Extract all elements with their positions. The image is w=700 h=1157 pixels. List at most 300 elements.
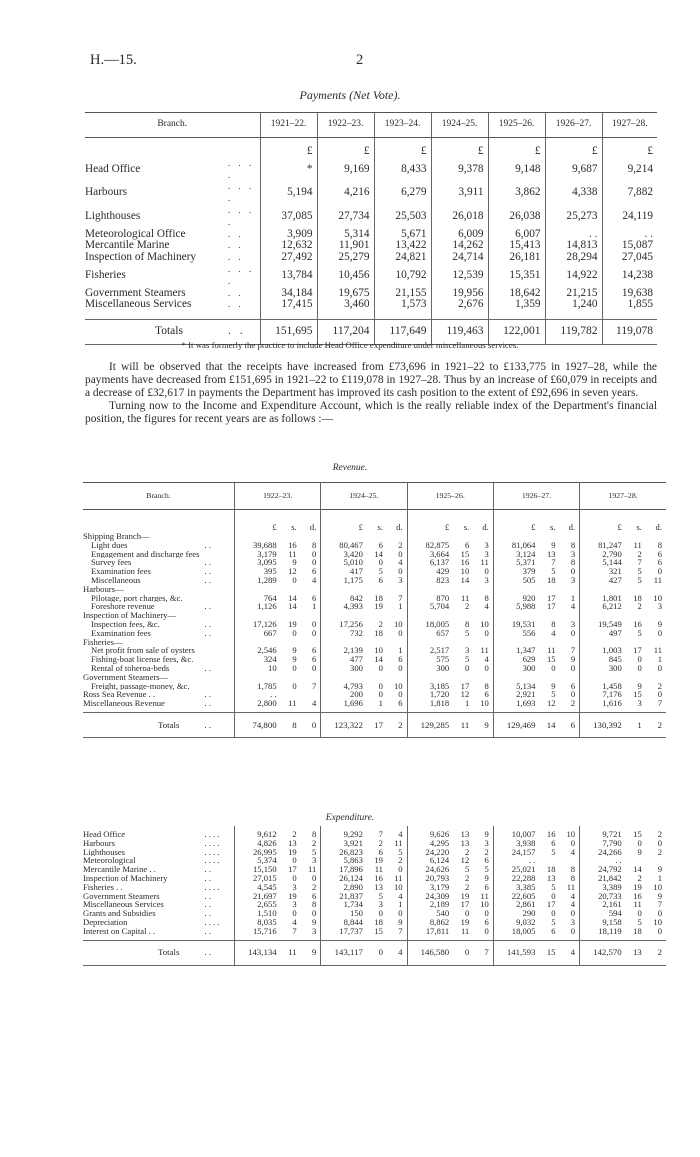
expenditure-label: Interest on Capital . . bbox=[83, 926, 156, 936]
pounds-value: 1,801 bbox=[580, 594, 624, 603]
pounds-value: 2,800 bbox=[234, 699, 278, 708]
shillings-value: 0 bbox=[451, 940, 471, 965]
expenditure-label: Lighthouses bbox=[83, 847, 126, 857]
pounds-value: 1,785 bbox=[234, 682, 278, 691]
empty-cell bbox=[299, 532, 321, 541]
pence-value: 2 bbox=[398, 540, 403, 550]
payment-value: 12,539 bbox=[431, 264, 488, 288]
pence-value: 0 bbox=[570, 628, 576, 638]
pence-value: 6 bbox=[311, 646, 317, 656]
pence-value: 8 bbox=[311, 900, 317, 910]
pounds-value: 142,570 bbox=[580, 940, 624, 965]
totals-label: Totals bbox=[83, 712, 204, 737]
pounds-value: 22,605 bbox=[493, 892, 537, 901]
payment-value: 27,045 bbox=[602, 252, 657, 264]
shillings-value: 3 bbox=[378, 900, 383, 910]
pence-value: 6 bbox=[484, 917, 489, 927]
payment-value: 10,792 bbox=[374, 264, 431, 288]
pence-value: 0 bbox=[311, 558, 317, 568]
pence-value: 10 bbox=[393, 681, 403, 691]
pence-value: 4 bbox=[398, 891, 403, 901]
pounds-value: 290 bbox=[493, 909, 537, 918]
spacer-cell bbox=[488, 311, 545, 320]
expenditure-row bbox=[83, 909, 666, 918]
pence-value: 4 bbox=[570, 900, 576, 910]
empty-cell bbox=[624, 585, 644, 594]
empty-cell bbox=[365, 638, 385, 647]
shillings-value: 5 bbox=[464, 865, 470, 874]
shillings-value: 19 bbox=[374, 856, 383, 866]
shillings-value: 2 bbox=[378, 838, 383, 848]
revenue-item-label: Inspection fees, &c. bbox=[91, 619, 160, 629]
pounds-value: 2,861 bbox=[493, 900, 537, 909]
payment-value: 10,456 bbox=[317, 264, 374, 288]
pence-value: 6 bbox=[484, 690, 489, 700]
total-value: 119,078 bbox=[602, 320, 657, 345]
revenue-totals-row bbox=[83, 712, 666, 737]
pounds-value: 200 bbox=[321, 690, 365, 699]
spacer-cell bbox=[317, 311, 374, 320]
pounds-value: 2,921 bbox=[493, 690, 537, 699]
pence-value: 7 bbox=[311, 681, 317, 691]
shillings-value: 5 bbox=[551, 690, 556, 700]
pounds-value: 80,467 bbox=[321, 541, 365, 550]
revenue-row bbox=[83, 550, 666, 559]
pence-value: 0 bbox=[398, 663, 403, 673]
pounds-value: 20,733 bbox=[580, 892, 624, 901]
payment-value: 25,273 bbox=[545, 205, 602, 229]
pence-value: 2 bbox=[311, 882, 317, 892]
payment-value: 26,018 bbox=[431, 205, 488, 229]
expenditure-label: Harbours bbox=[83, 838, 115, 848]
expenditure-label: Head Office bbox=[83, 830, 126, 839]
revenue-caption: Revenue. bbox=[332, 463, 368, 473]
revenue-item-label: Pilotage, port charges, &c. bbox=[91, 593, 183, 603]
revenue-row bbox=[83, 682, 666, 691]
payment-value: . . bbox=[602, 229, 657, 241]
empty-cell bbox=[279, 585, 299, 594]
pounds-value: 2,890 bbox=[321, 883, 365, 892]
empty-cell bbox=[365, 532, 385, 541]
total-value: 119,782 bbox=[545, 320, 602, 345]
shillings-value: 2 bbox=[464, 882, 470, 892]
shillings-value: 13 bbox=[460, 838, 470, 848]
pounds-value: 5,144 bbox=[580, 558, 624, 567]
payment-value: 24,821 bbox=[374, 252, 431, 264]
pounds-value: 300 bbox=[580, 664, 624, 673]
pounds-value: 19,531 bbox=[493, 620, 537, 629]
pence-value: 11 bbox=[480, 891, 489, 901]
payments-row bbox=[85, 205, 657, 229]
pounds-value: 5,374 bbox=[235, 856, 279, 865]
revenue-group-row bbox=[83, 532, 666, 541]
shillings-value: 16 bbox=[633, 619, 642, 629]
leader-dots: . . bbox=[228, 320, 260, 345]
shillings-value: 15 bbox=[537, 940, 557, 965]
pounds-value: 9,626 bbox=[407, 830, 451, 839]
pounds-value: 3,095 bbox=[234, 558, 278, 567]
pence-value: 11 bbox=[394, 873, 403, 883]
shillings-value: 19 bbox=[633, 882, 642, 892]
pence-value: 6 bbox=[657, 549, 662, 559]
pounds-value: 81,064 bbox=[493, 541, 537, 550]
pounds-value: 15,716 bbox=[235, 927, 279, 936]
empty-cell bbox=[234, 532, 278, 541]
shillings-value: 17 bbox=[546, 593, 556, 603]
empty-cell bbox=[451, 585, 471, 594]
leader-dots: . . bbox=[228, 287, 244, 298]
revenue-item-label: Net profit from sale of oysters bbox=[91, 646, 195, 656]
pence-value: 3 bbox=[570, 917, 576, 927]
pence-value: 4 bbox=[570, 847, 576, 857]
pounds-value: 8,862 bbox=[407, 918, 451, 927]
pence-value: 6 bbox=[311, 567, 317, 576]
pence-value: 1 bbox=[657, 655, 662, 664]
pounds-value: 300 bbox=[493, 664, 537, 673]
shillings-value: 16 bbox=[546, 830, 556, 839]
shillings-value: 0 bbox=[637, 838, 642, 848]
empty-cell bbox=[624, 638, 644, 647]
shillings-value: 5 bbox=[464, 655, 470, 664]
shillings-value: 12 bbox=[546, 699, 556, 708]
shillings-value: 16 bbox=[374, 873, 383, 883]
pence-value: 6 bbox=[657, 558, 662, 568]
shillings-value: 7 bbox=[637, 558, 642, 568]
empty-cell bbox=[385, 638, 407, 647]
pence-value: 3 bbox=[484, 540, 489, 550]
pence-value: 5 bbox=[484, 865, 489, 874]
expenditure-row bbox=[83, 865, 666, 874]
pence-value: 7 bbox=[398, 926, 403, 936]
shillings-value: 0 bbox=[637, 655, 642, 664]
pence-value: 1 bbox=[398, 602, 403, 612]
empty-cell bbox=[580, 611, 624, 620]
pounds-value: 8,035 bbox=[235, 918, 279, 927]
shillings-unit: s. bbox=[291, 521, 297, 532]
shillings-value: 18 bbox=[633, 593, 642, 603]
pounds-value: 24,309 bbox=[407, 892, 451, 901]
payment-value: 1,359 bbox=[488, 299, 545, 311]
revenue-item-label: Ross Sea Revenue . . bbox=[83, 690, 156, 700]
pounds-value: 1,696 bbox=[321, 699, 365, 708]
pence-value: 0 bbox=[398, 690, 403, 700]
pounds-value: 17,737 bbox=[321, 927, 365, 936]
shillings-value: 17 bbox=[460, 681, 470, 691]
shillings-value: 6 bbox=[464, 540, 470, 550]
payment-value: 11,901 bbox=[317, 240, 374, 252]
pounds-value: 395 bbox=[234, 567, 278, 576]
payment-value: 24,714 bbox=[431, 252, 488, 264]
pence-value: 2 bbox=[398, 856, 403, 866]
leader-dots: . . . . bbox=[204, 830, 220, 839]
pence-value: 4 bbox=[398, 558, 403, 568]
shillings-value: 0 bbox=[464, 909, 470, 918]
leader-dots: . . . . bbox=[228, 157, 255, 180]
pence-value: 6 bbox=[398, 655, 403, 664]
empty-cell bbox=[407, 532, 451, 541]
empty-cell bbox=[407, 638, 451, 647]
pounds-value: 4,545 bbox=[235, 883, 279, 892]
payment-value: 19,638 bbox=[602, 288, 657, 300]
shillings-value: 5 bbox=[551, 917, 556, 927]
pence-value: 0 bbox=[299, 712, 321, 737]
empty-cell bbox=[299, 611, 321, 620]
pounds-value: 1,818 bbox=[407, 699, 451, 708]
pence-value: 6 bbox=[311, 655, 317, 664]
spacer-cell bbox=[83, 510, 204, 533]
pence-value: 6 bbox=[558, 712, 580, 737]
empty-cell bbox=[558, 585, 580, 594]
shillings-value: 2 bbox=[464, 602, 470, 612]
pence-value: 8 bbox=[311, 540, 317, 550]
shillings-value: 0 bbox=[378, 663, 383, 673]
pence-value: 4 bbox=[311, 575, 317, 585]
payment-value: 27,492 bbox=[260, 252, 317, 264]
payments-year-header: 1927–28. bbox=[602, 113, 657, 138]
revenue-row bbox=[83, 576, 666, 585]
revenue-header-row bbox=[83, 483, 666, 510]
shillings-value: 16 bbox=[633, 891, 642, 901]
shillings-value: 14 bbox=[288, 593, 297, 603]
pounds-value: 17,256 bbox=[321, 620, 365, 629]
revenue-group-row bbox=[83, 638, 666, 647]
pounds-value: 19,549 bbox=[580, 620, 624, 629]
pence-value: 8 bbox=[657, 540, 662, 550]
payment-value: 12,632 bbox=[260, 240, 317, 252]
pence-value: 0 bbox=[657, 909, 662, 918]
shillings-unit: s. bbox=[550, 521, 556, 532]
empty-cell bbox=[234, 673, 278, 682]
empty-cell bbox=[279, 638, 299, 647]
payment-value: 3,911 bbox=[431, 181, 488, 205]
pence-value: 8 bbox=[570, 873, 576, 883]
pounds-value: 417 bbox=[321, 567, 365, 576]
expenditure-row bbox=[83, 848, 666, 857]
pounds-value: 6,124 bbox=[407, 856, 451, 865]
spacer-cell bbox=[228, 311, 260, 320]
pence-value: 6 bbox=[398, 699, 403, 708]
expenditure-label: Miscellaneous Services bbox=[83, 900, 164, 910]
pence-value: 6 bbox=[311, 891, 317, 901]
pence-value: 8 bbox=[484, 681, 489, 691]
payment-value: 3,909 bbox=[260, 229, 317, 241]
shillings-value: 14 bbox=[374, 655, 383, 664]
empty-cell bbox=[321, 532, 365, 541]
payment-value: 17,415 bbox=[260, 299, 317, 311]
pence-unit: d. bbox=[309, 521, 317, 532]
expenditure-row bbox=[83, 900, 666, 909]
pence-value: 0 bbox=[570, 926, 576, 936]
shillings-value: 19 bbox=[288, 891, 297, 901]
payment-value: 13,422 bbox=[374, 240, 431, 252]
leader-dots: . . bbox=[228, 228, 244, 239]
expenditure-row bbox=[83, 892, 666, 901]
revenue-item-label: Fishing-boat license fees, &c. bbox=[91, 655, 194, 664]
shillings-value: 11 bbox=[460, 926, 470, 936]
pounds-value: 556 bbox=[493, 629, 537, 638]
leader-dots: . . bbox=[204, 712, 234, 737]
shillings-value: 13 bbox=[374, 882, 383, 892]
revenue-units-row bbox=[83, 510, 666, 533]
leader-dots: . . bbox=[204, 575, 211, 585]
leader-dots: . . . . bbox=[228, 204, 255, 227]
pence-value: 2 bbox=[385, 712, 407, 737]
empty-cell bbox=[580, 638, 624, 647]
payment-value: 15,351 bbox=[488, 264, 545, 288]
pence-value: 2 bbox=[484, 847, 489, 857]
pence-value: 3 bbox=[570, 575, 576, 585]
shillings-value: 9 bbox=[292, 646, 297, 656]
shillings-value: 2 bbox=[637, 602, 642, 612]
pounds-value: 1,126 bbox=[234, 602, 278, 611]
revenue-row bbox=[83, 541, 666, 550]
pence-value: 7 bbox=[570, 646, 576, 656]
shillings-value bbox=[624, 856, 644, 865]
shillings-value: 0 bbox=[292, 909, 297, 918]
pence-value: 9 bbox=[311, 917, 317, 927]
shillings-unit: s. bbox=[463, 521, 470, 532]
pence-value: 7 bbox=[398, 593, 403, 603]
shillings-value: 8 bbox=[464, 619, 470, 629]
empty-cell bbox=[537, 532, 557, 541]
pounds-value: 477 bbox=[321, 655, 365, 664]
shillings-value: 1 bbox=[624, 712, 644, 737]
shillings-value: 7 bbox=[292, 926, 297, 936]
pounds-value: 82,875 bbox=[407, 541, 451, 550]
shillings-value: 6 bbox=[551, 926, 556, 936]
branch-label: Head Office bbox=[85, 162, 141, 175]
currency-unit: £ bbox=[431, 138, 488, 158]
shillings-unit: s. bbox=[636, 521, 642, 532]
pounds-value: 505 bbox=[493, 576, 537, 585]
empty-cell bbox=[580, 532, 624, 541]
empty-cell bbox=[234, 611, 278, 620]
payment-value: 6,009 bbox=[431, 229, 488, 241]
leader-dots: . . . . bbox=[204, 882, 220, 892]
pounds-value: 39,688 bbox=[234, 541, 278, 550]
branch-label: Harbours bbox=[85, 186, 128, 199]
shillings-value: 0 bbox=[292, 873, 297, 883]
empty-cell bbox=[537, 611, 557, 620]
shillings-value: 18 bbox=[374, 593, 383, 603]
shillings-value: 11 bbox=[374, 865, 383, 874]
pence-value: 10 bbox=[480, 900, 489, 910]
leader-dots: . . bbox=[204, 540, 211, 550]
shillings-value: 0 bbox=[378, 909, 383, 918]
pounds-value: 20,793 bbox=[407, 874, 451, 883]
pence-value: 7 bbox=[657, 699, 662, 708]
shillings-value: 0 bbox=[551, 663, 556, 673]
pounds-value: 594 bbox=[580, 909, 624, 918]
revenue-year-header: 1926–27. bbox=[493, 483, 579, 510]
pounds-value: 123,322 bbox=[321, 712, 365, 737]
empty-cell bbox=[493, 532, 537, 541]
revenue-row bbox=[83, 602, 666, 611]
shillings-value: 7 bbox=[378, 830, 383, 839]
payment-value: 1,240 bbox=[545, 299, 602, 311]
pence-value: 2 bbox=[311, 838, 317, 848]
shillings-value: 2 bbox=[637, 549, 642, 559]
pounds-value: . . bbox=[493, 856, 537, 865]
empty-cell bbox=[471, 638, 493, 647]
payments-year-header: 1925–26. bbox=[488, 113, 545, 138]
revenue-row bbox=[83, 699, 666, 708]
leader-dots: . . bbox=[204, 602, 211, 612]
revenue-item-label: Examination fees bbox=[91, 567, 151, 576]
pounds-value: 7,790 bbox=[580, 839, 624, 848]
shillings-value: 17 bbox=[546, 602, 556, 612]
shillings-value: 6 bbox=[551, 838, 556, 848]
leader-dots: . . bbox=[204, 909, 211, 918]
pounds-value: 1,616 bbox=[580, 699, 624, 708]
shillings-value bbox=[279, 690, 299, 699]
empty-cell bbox=[624, 611, 644, 620]
group-label: Inspection of Machinery— bbox=[83, 611, 177, 620]
payment-value: 3,460 bbox=[317, 299, 374, 311]
empty-cell bbox=[385, 673, 407, 682]
payments-row bbox=[85, 181, 657, 205]
pence-value: 11 bbox=[566, 882, 576, 892]
payment-value: 5,194 bbox=[260, 181, 317, 205]
pounds-value: 5,134 bbox=[493, 682, 537, 691]
shillings-value: 13 bbox=[460, 830, 470, 839]
empty-cell bbox=[580, 585, 624, 594]
pounds-value: 15,150 bbox=[235, 865, 279, 874]
pence-value: 2 bbox=[657, 681, 662, 691]
pounds-value: 1,003 bbox=[580, 646, 624, 655]
revenue-row bbox=[83, 646, 666, 655]
expenditure-row bbox=[83, 918, 666, 927]
pence-value: 9 bbox=[484, 873, 489, 883]
payment-value: 14,813 bbox=[545, 240, 602, 252]
payments-header-row bbox=[85, 113, 657, 138]
pounds-value: 26,124 bbox=[321, 874, 365, 883]
shillings-value: 6 bbox=[378, 540, 383, 550]
paragraph-income-account: Turning now to the Income and Expenditure Account, which is the really reliable index of the Department's financial position, the figures for recent years are as follows :— bbox=[85, 399, 657, 425]
revenue-year-header: 1925–26. bbox=[407, 483, 493, 510]
pounds-value: 1,347 bbox=[493, 646, 537, 655]
payment-value: 3,862 bbox=[488, 181, 545, 205]
group-label: Fisheries— bbox=[83, 637, 123, 647]
pounds-value: 429 bbox=[407, 567, 451, 576]
pounds-value: 24,157 bbox=[493, 848, 537, 857]
shillings-value: 3 bbox=[292, 882, 297, 892]
pounds-value: 497 bbox=[580, 629, 624, 638]
pounds-value: 920 bbox=[493, 594, 537, 603]
pounds-value: 2,161 bbox=[580, 900, 624, 909]
pounds-value: 842 bbox=[321, 594, 365, 603]
totals-label: Totals bbox=[85, 320, 228, 345]
revenue-row bbox=[83, 664, 666, 673]
pounds-value: 27,015 bbox=[235, 874, 279, 883]
pounds-value: 823 bbox=[407, 576, 451, 585]
payment-value: 9,148 bbox=[488, 158, 545, 182]
payments-units-row bbox=[85, 138, 657, 158]
pounds-value: 17,811 bbox=[407, 927, 451, 936]
leader-dots: . . bbox=[204, 873, 211, 883]
spacer-cell bbox=[374, 311, 431, 320]
empty-cell bbox=[493, 673, 537, 682]
pence-unit: d. bbox=[396, 521, 403, 532]
pounds-value: 3,385 bbox=[493, 883, 537, 892]
shillings-value: 0 bbox=[551, 909, 556, 918]
empty-cell bbox=[451, 532, 471, 541]
revenue-branch-header: Branch. bbox=[83, 483, 234, 510]
shillings-value: 9 bbox=[292, 558, 297, 568]
shillings-value: 15 bbox=[633, 690, 642, 700]
pence-value: 0 bbox=[657, 690, 662, 700]
expenditure-row bbox=[83, 839, 666, 848]
